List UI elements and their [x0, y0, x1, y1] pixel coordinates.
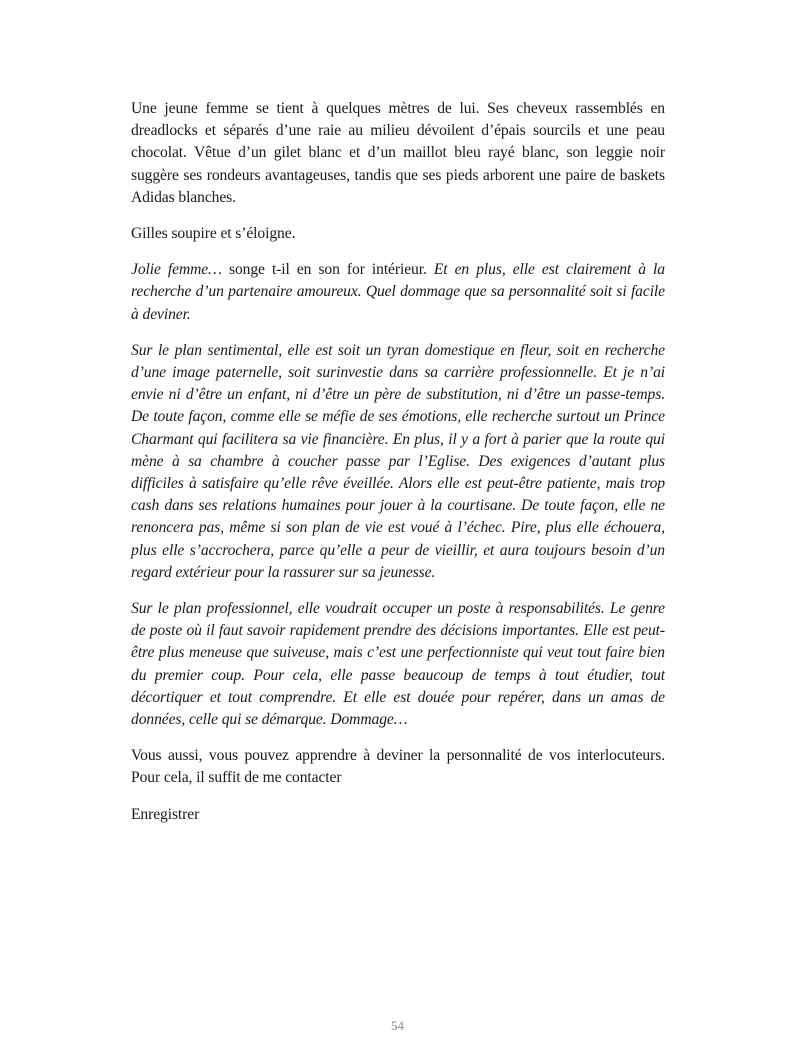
paragraph-gilles-leaves: Gilles soupire et s’éloigne. [131, 225, 296, 243]
paragraph-save: Enregistrer [131, 805, 200, 823]
document-body [131, 98, 665, 840]
paragraph-professional: Sur le plan professionnel, elle voudrait occuper un poste à responsabilités. Le genre de poste où il faut savoir rapidement prendre des décisions importantes. Elle est peut-être plus meneuse que suiveuse, mais c’est une perfectionniste qui veut tout faire bien du premier coup. Pour cela, elle passe beaucoup de temps à tout étudier, tout décortiquer et tout comprendre. Et elle est douée pour repérer, dans un amas de données, celle qui se démarque. Dommage… [131, 600, 665, 729]
paragraph-sentimental: Sur le plan sentimental, elle est soit un tyran domestique en fleur, soit en recherche d’une image paternelle, soit surinvestie dans sa carrière professionnelle. Et je n’ai envie ni d’être un enfant, ni d’être un père de substitution, ni d’être un passe-temps. De toute façon, comme elle se méfie de ses émotions, elle recherche surtout un Prince Charmant qui facilitera sa vie financière. En plus, il y a fort à parier que la route qui mène à sa chambre à coucher passe par l’Eglise. Des exigences d’autant plus difficiles à satisfaire qu’elle rêve éveillée. Alors elle est peut-être patiente, mais trop cash dans ses relations humaines pour jouer à la courtisane. De toute façon, elle ne renoncera pas, même si son plan de vie est voué à l’échec. Pire, plus elle échouera, plus elle s’accrochera, parce qu’elle a peur de vieillir, et aura toujours besoin d’un regard extérieur pour la rassurer sur sa jeunesse. [131, 341, 665, 581]
inner-thought-continued: Et en plus, elle est clairement à la recherche d’un partenaire amoureux. Quel dommage que sa personnalité soit si facile à deviner. [131, 261, 665, 323]
paragraph-description: Une jeune femme se tient à quelques mètres de lui. Ses cheveux rassemblés en dreadlocks et séparés d’une raie au milieu dévoilent d’épais sourcils et une peau chocolat. Vêtue d’un gilet blanc et d’un maillot bleu rayé blanc, son leggie noir suggère ses rondeurs avantageuses, tandis que ses pieds arborent une paire de baskets Adidas blanches. [131, 100, 665, 206]
narration-inline: songe t-il en son for intérieur. [221, 261, 434, 279]
paragraph-inner-thought [131, 259, 665, 326]
inner-thought-start: Jolie femme… [131, 261, 222, 279]
page-number: 54 [391, 1018, 404, 1033]
paragraph-call-to-action: Vous aussi, vous pouvez apprendre à deviner la personnalité de vos interlocuteurs. Pour cela, il suffit de me contacter [131, 747, 665, 787]
